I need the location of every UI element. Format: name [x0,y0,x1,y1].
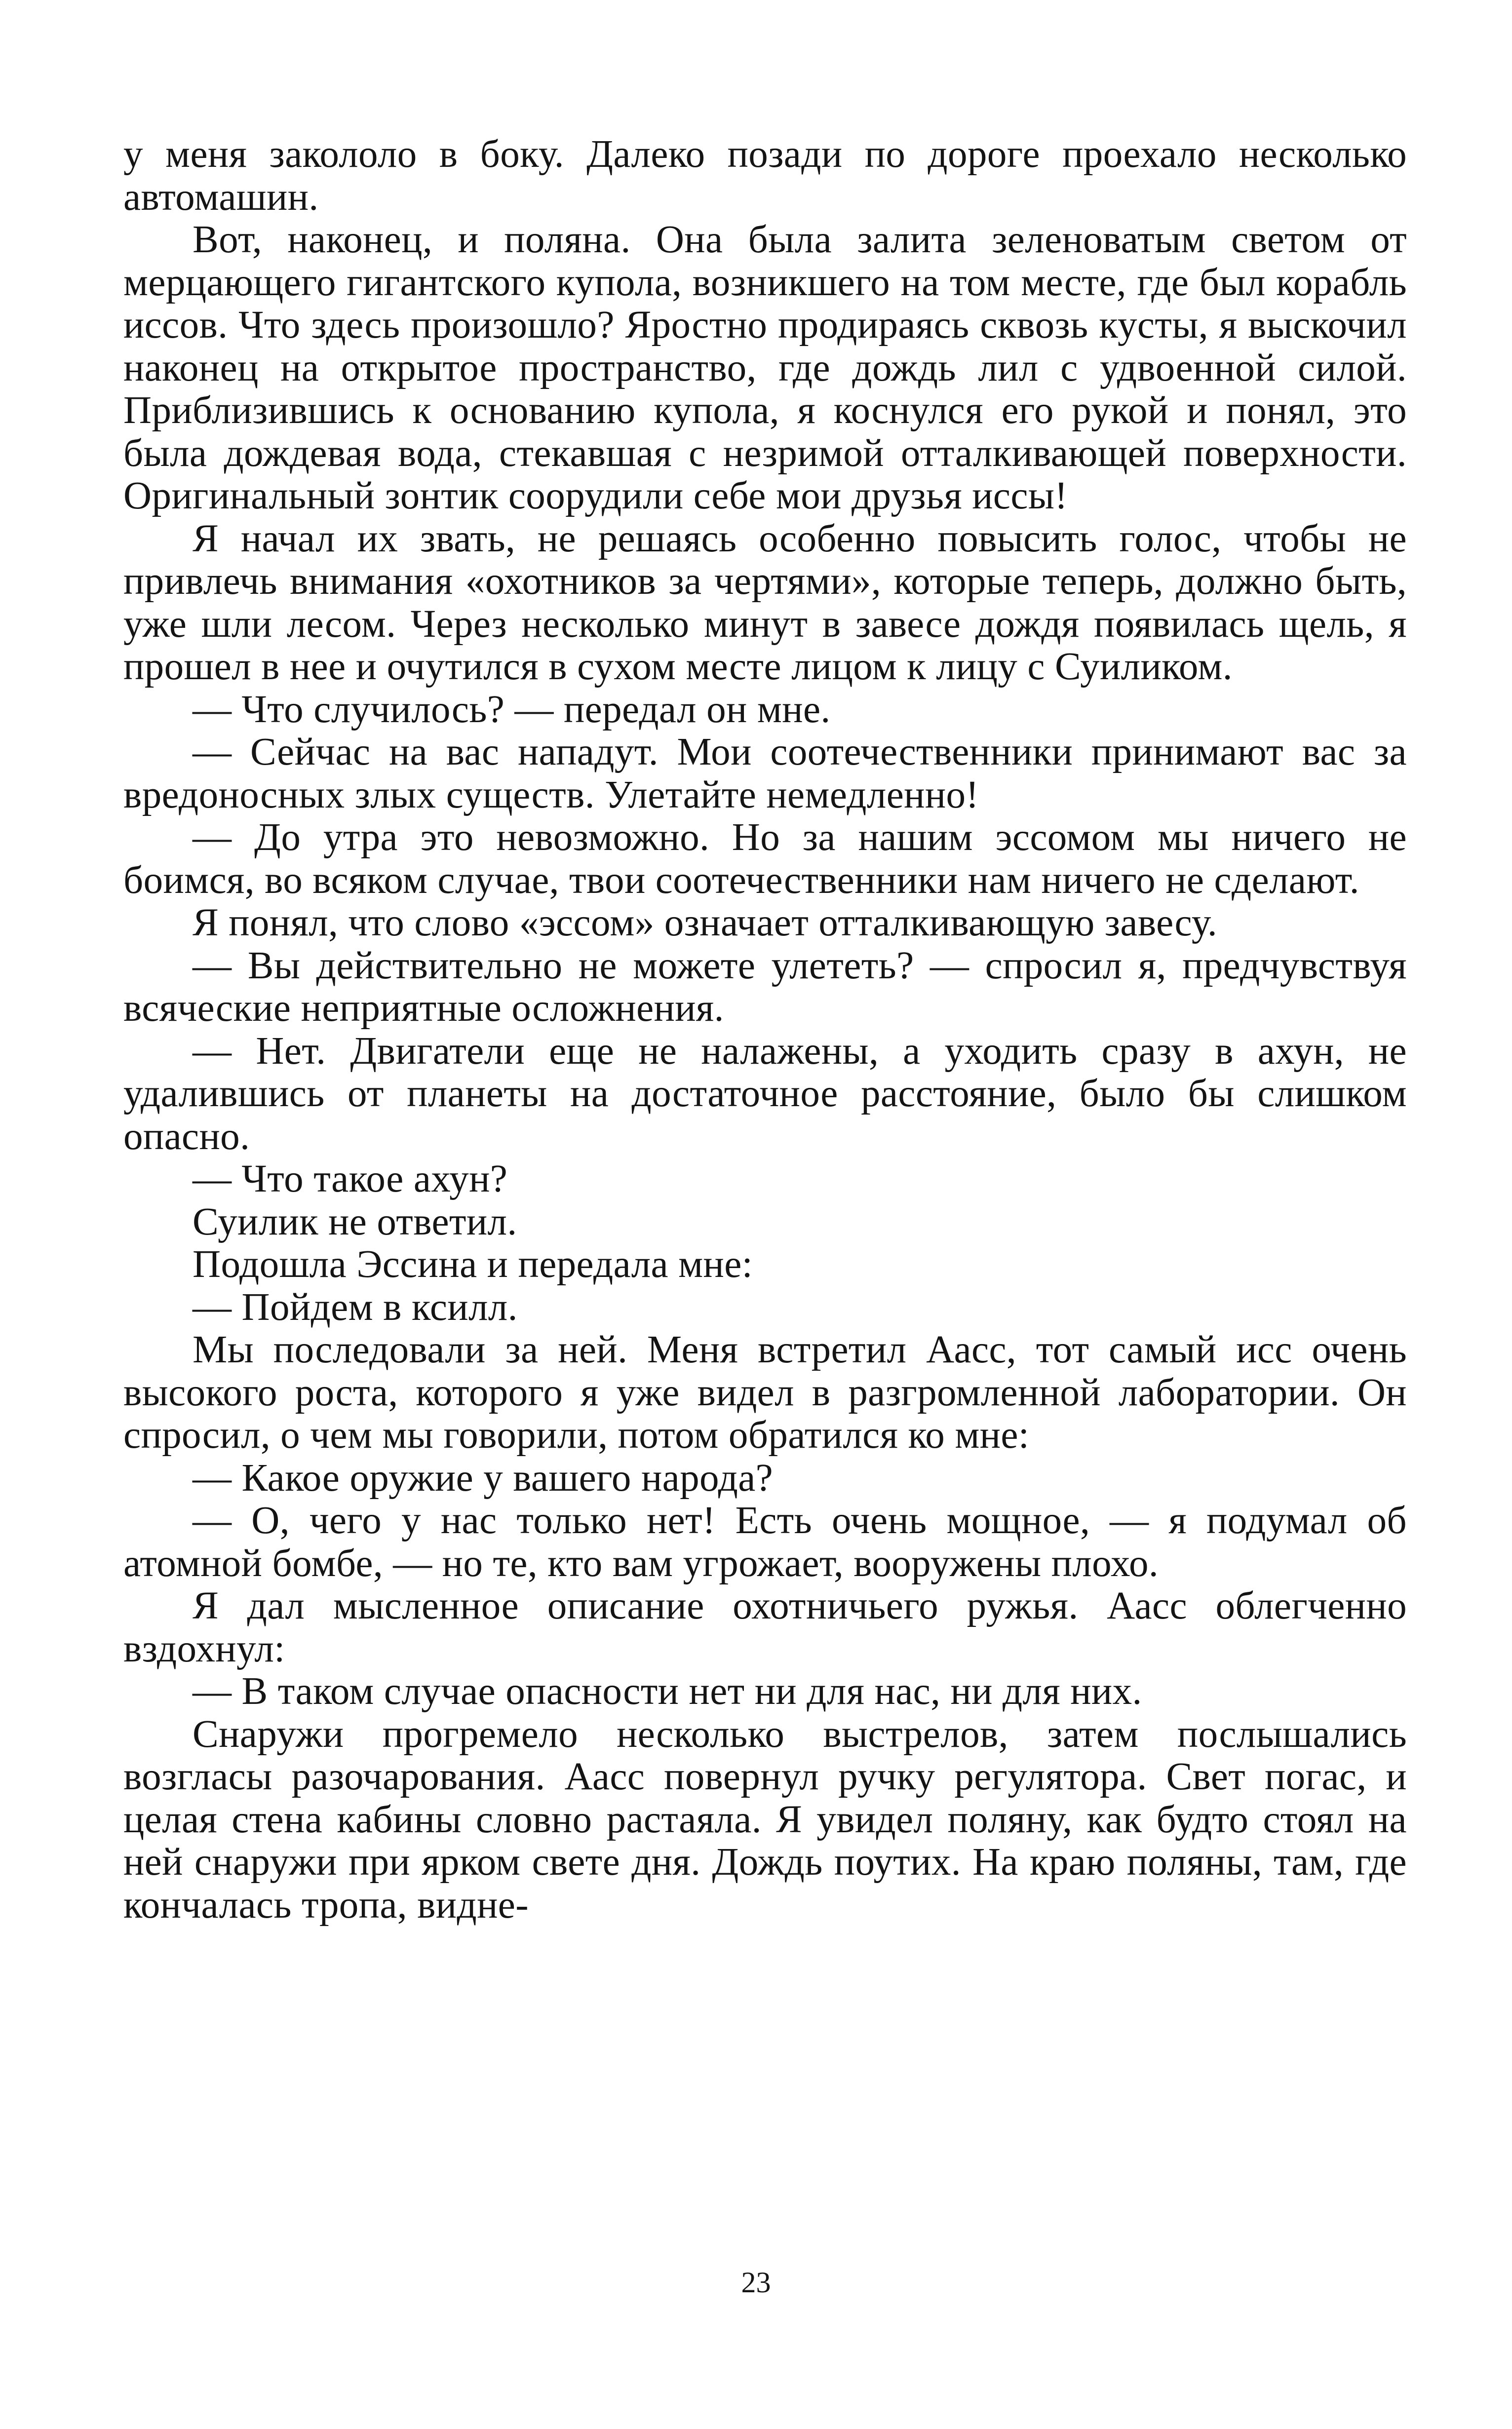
dialogue-line: — Что такое ахун? [193,1157,508,1200]
dialogue-line: — Какое оружие у вашего народа? [193,1456,774,1500]
dialogue-line: — Вы действительно не можете улететь? — спросил я, предчувствуя всяческие неприятные осложнения. [123,944,1407,1030]
paragraph: Я начал их звать, не решаясь особенно повысить голос, чтобы не привлечь внимания «охотников за чертями», которые теперь, должно быть, уже шли лесом. Через несколько минут в завесе дождя появилась щель, я прошел в нее и очутился в сухом месте лицом к лицу с Суиликом. [123,517,1407,688]
dialogue-line: — До утра это невозможно. Но за нашим эссомом мы ничего не боимся, во всяком случае, твои соотечественники нам ничего не сделают. [123,816,1407,902]
dialogue-line: — О, чего у нас только нет! Есть очень мощное, — я подумал об атомной бомбе, — но те, кто вам угрожает, вооружены плохо. [123,1499,1407,1585]
paragraph: Мы последовали за ней. Меня встретил Аасс, тот самый исс очень высокого роста, которого я уже видел в разгромленной лаборатории. Он спросил, о чем мы говорили, потом обратился ко мне: [123,1328,1407,1457]
paragraph: Суилик не ответил. [193,1200,517,1243]
dialogue-line: — Что случилось? — передал он мне. [193,688,831,731]
paragraph: Снаружи прогремело несколько выстрелов, затем послышались возгласы разочарования. Аасс повернул ручку регулятора. Свет погас, и целая стена кабины словно растаяла. Я увидел поляну, как будто стоял на ней снаружи при ярком свете дня. Дождь поутих. На краю поляны, там, где кончалась тропа, видне- [123,1712,1407,1927]
dialogue-line: — В таком случае опасности нет ни для нас, ни для них. [193,1670,1142,1713]
paragraph: Подошла Эссина и передала мне: [193,1243,753,1286]
paragraph: Я понял, что слово «эссом» означает отталкивающую завесу. [193,901,1218,944]
dialogue-line: — Нет. Двигатели еще не налажены, а уходить сразу в ахун, не удалившись от планеты на достаточное расстояние, было бы слишком опасно. [123,1029,1407,1158]
paragraph: Я дал мысленное описание охотничьего ружья. Аасс облегченно вздохнул: [123,1584,1407,1670]
dialogue-line: — Пойдем в ксилл. [193,1285,518,1329]
paragraph: у меня закололо в боку. Далеко позади по дороге проехало несколько автомашин. [123,133,1407,219]
page-body [123,133,1407,1927]
page-number: 23 [741,2266,771,2299]
dialogue-line: — Сейчас на вас нападут. Мои соотечественники принимают вас за вредоносных злых существ. Улетайте немедленно! [123,731,1407,816]
paragraph: Вот, наконец, и поляна. Она была залита зеленоватым светом от мерцающего гигантского купола, возникшего на том месте, где был корабль иссов. Что здесь произошло? Яростно продираясь сквозь кусты, я выскочил наконец на открытое пространство, где дождь лил с удвоенной силой. Приблизившись к основанию купола, я коснулся его рукой и понял, это была дождевая вода, стекавшая с незримой отталкивающей поверхности. Оригинальный зонтик соорудили себе мои друзья иссы! [123,218,1407,517]
